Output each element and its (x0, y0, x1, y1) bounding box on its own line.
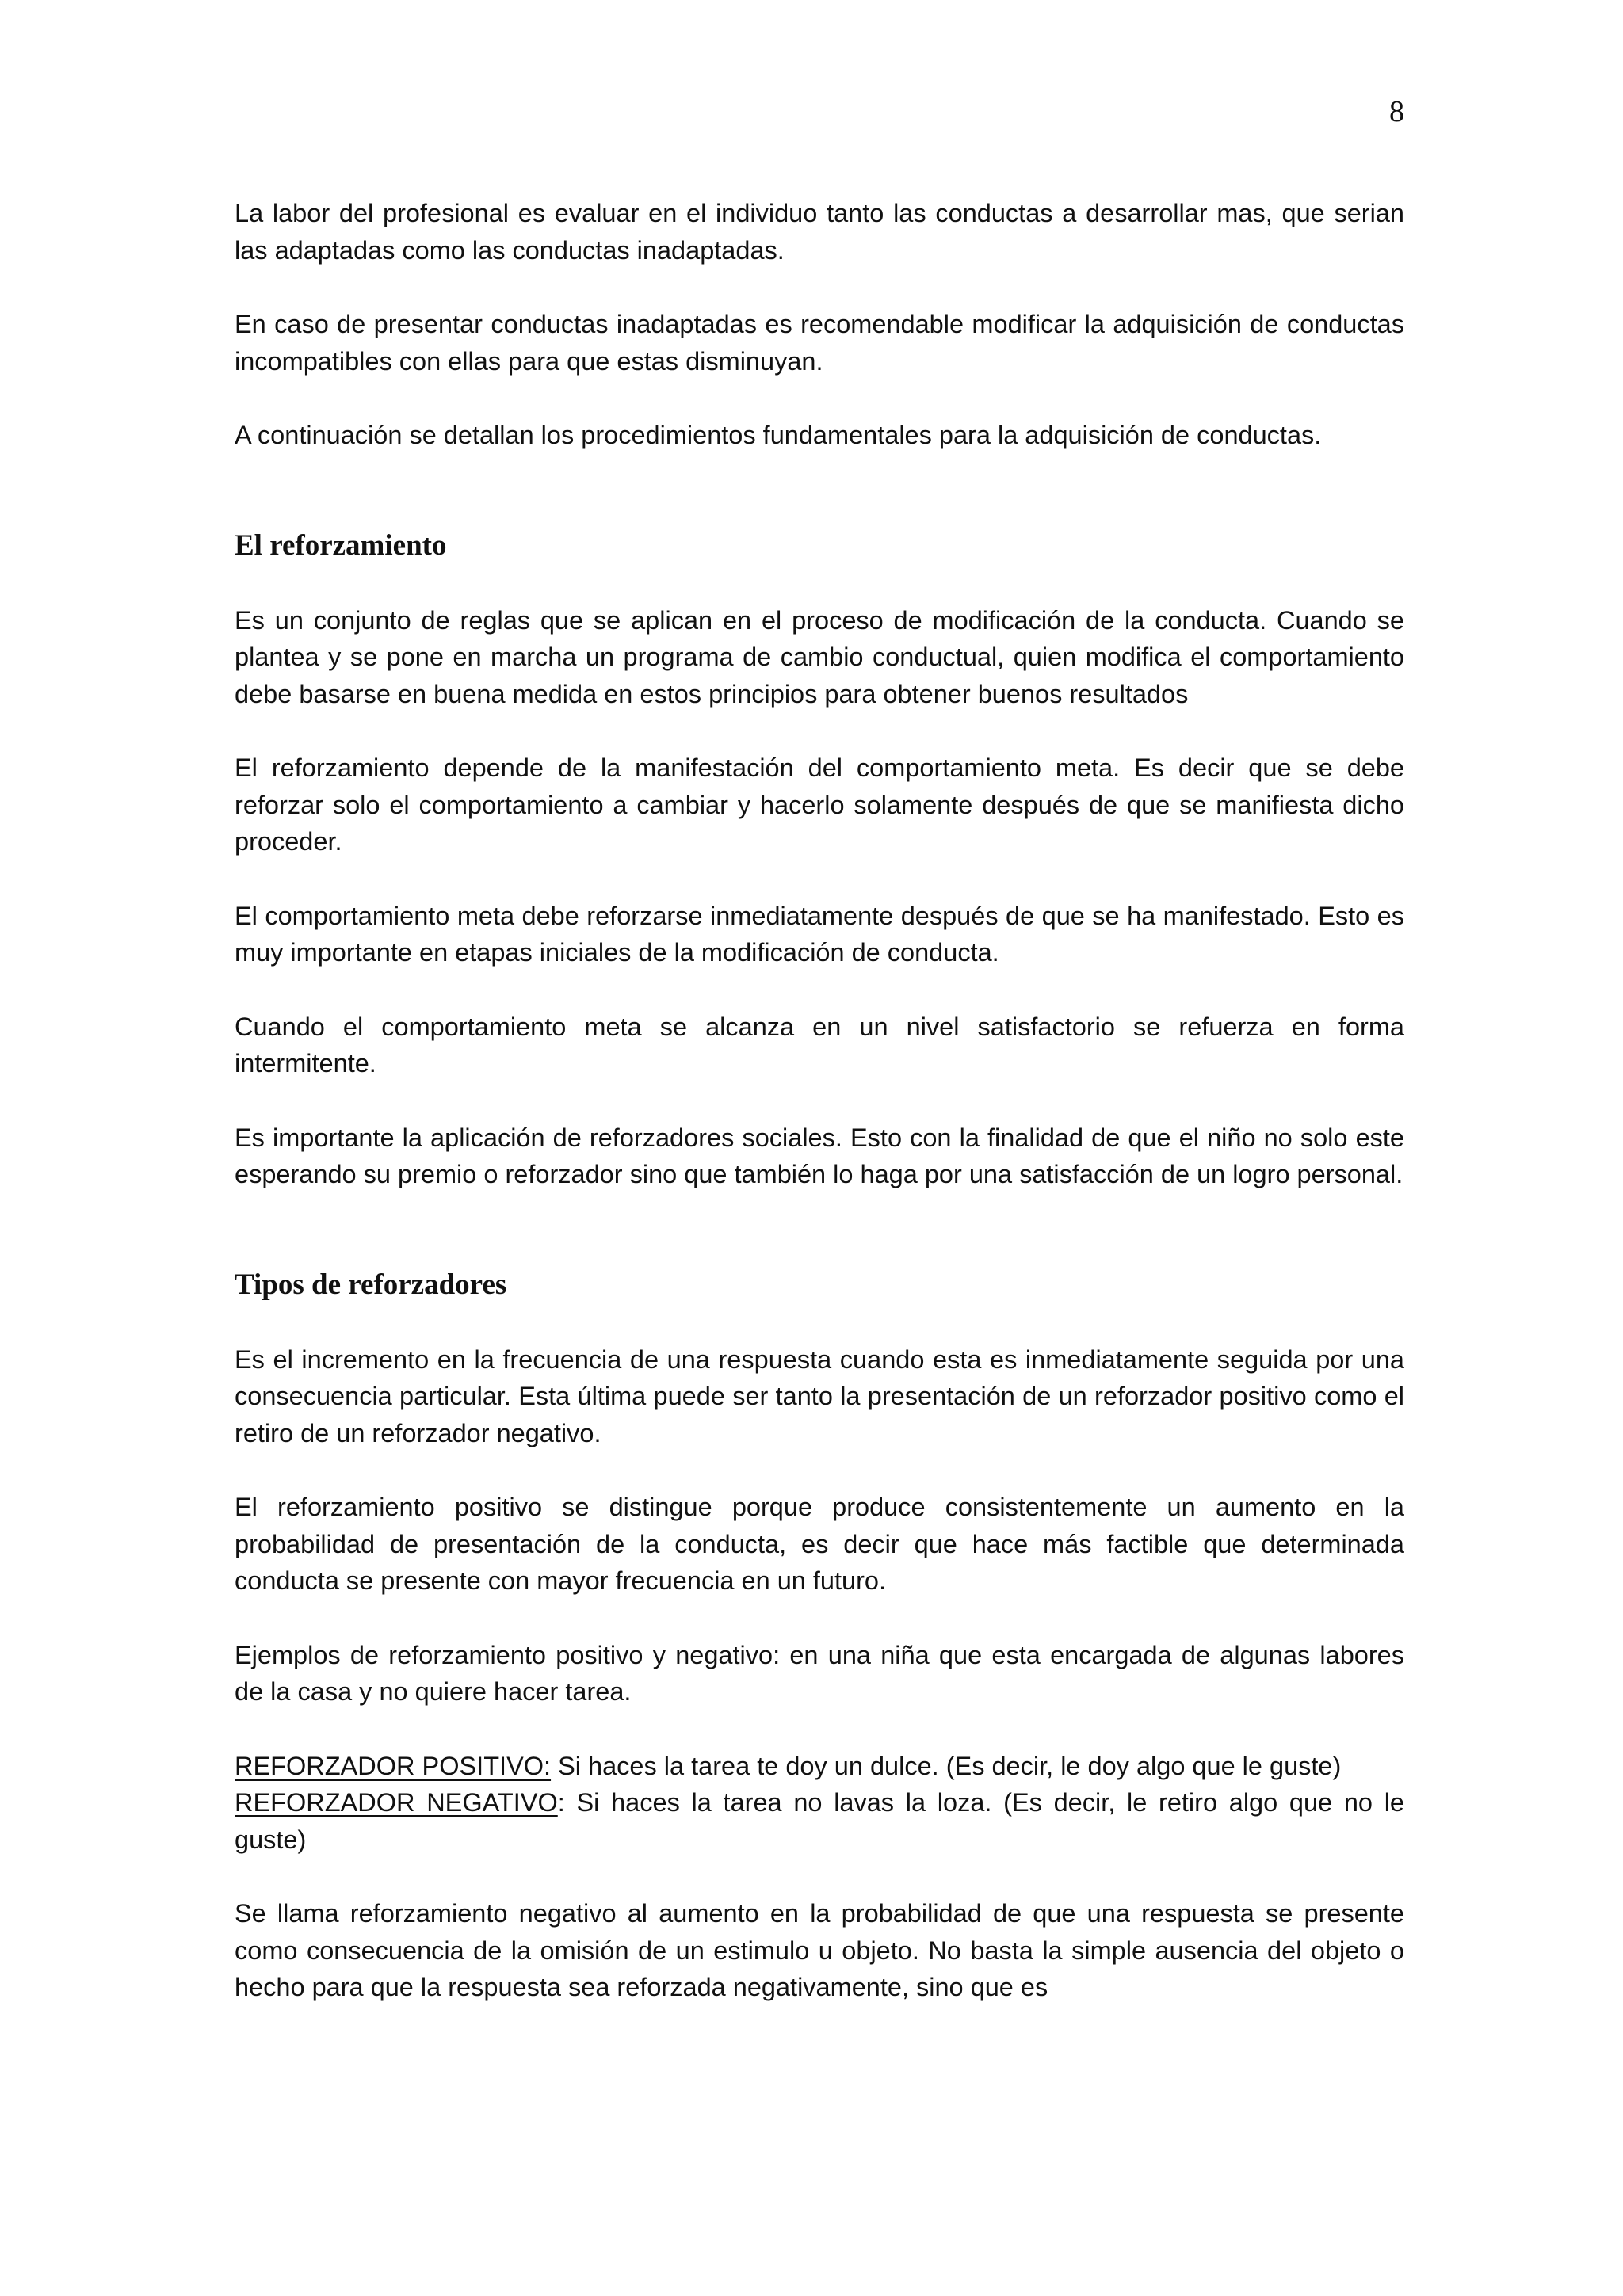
example-reforzador-negativo (235, 1784, 1404, 1858)
example-negativo-text: : Si haces la tarea no lavas la loza. (Es decir, le retiro algo que no le guste) (235, 1788, 1404, 1854)
paragraph-procedimientos: A continuación se detallan los procedimientos fundamentales para la adquisición de conductas. (235, 421, 1322, 449)
example-positivo-label: REFORZADOR POSITIVO: (235, 1751, 552, 1780)
paragraph-comportamiento-meta: El reforzamiento depende de la manifestación del comportamiento meta. Es decir que se debe reforzar solo el comportamiento a cambiar y hacerlo solamente después de que se manifiesta dicho proceder. (235, 753, 1404, 856)
paragraph-reforzamiento-negativo: Se llama reforzamiento negativo al aumento en la probabilidad de que una respuesta se presente como consecuencia de la omisión de un estimulo u objeto. No basta la simple ausencia del objeto o hecho para que la respuesta sea reforzada negativamente, sino que es (235, 1899, 1404, 2001)
page-number: 8 (1389, 95, 1404, 128)
paragraph-reforzamiento-positivo: El reforzamiento positivo se distingue porque produce consistentemente un aumento en la probabilidad de presentación de la conducta, es decir que hace más factible que determinada conducta se presente con mayor frecuencia en un futuro. (235, 1493, 1404, 1595)
paragraph-ejemplos: Ejemplos de reforzamiento positivo y negativo: en una niña que esta encargada de algunas labores de la casa y no quiere hacer tarea. (235, 1640, 1404, 1706)
paragraph-labor-profesional: La labor del profesional es evaluar en el individuo tanto las conductas a desarrollar mas, que serian las adaptadas como las conductas inadaptadas. (235, 199, 1404, 265)
paragraph-reforzar-inmediatamente: El comportamiento meta debe reforzarse inmediatamente después de que se ha manifestado. Esto es muy importante en etapas iniciales de la modificación de conducta. (235, 901, 1404, 967)
section-spacer (235, 491, 1404, 528)
paragraph-conductas-inadaptadas: En caso de presentar conductas inadaptadas es recomendable modificar la adquisición de conductas incompatibles con ellas para que estas disminuyan. (235, 310, 1404, 376)
document-body (235, 195, 1404, 2043)
example-reforzador-positivo (235, 1748, 1404, 1785)
paragraph-reglas: Es un conjunto de reglas que se aplican en el proceso de modificación de la conducta. Cuando se plantea y se pone en marcha un programa de cambio conductual, quien modifica el comportamiento debe basarse en buena medida en estos principios para obtener buenos resultados (235, 605, 1404, 708)
heading-el-reforzamiento: El reforzamiento (235, 528, 447, 562)
heading-tipos-de-reforzadores: Tipos de reforzadores (235, 1268, 507, 1301)
paragraph-incremento-frecuencia: Es el incremento en la frecuencia de una respuesta cuando esta es inmediatamente seguida por una consecuencia particular. Esta última puede ser tanto la presentación de un reforzador positivo como el retiro de un reforzador negativo. (235, 1344, 1404, 1447)
example-positivo-text: Si haces la tarea te doy un dulce. (Es decir, le doy algo que le guste) (551, 1751, 1342, 1780)
example-negativo-label: REFORZADOR NEGATIVO (235, 1788, 558, 1817)
section-spacer (235, 1230, 1404, 1267)
paragraph-nivel-satisfactorio: Cuando el comportamiento meta se alcanza en un nivel satisfactorio se refuerza en forma intermitente. (235, 1012, 1404, 1077)
paragraph-reforzadores-sociales: Es importante la aplicación de reforzadores sociales. Esto con la finalidad de que el niño no solo este esperando su premio o reforzador sino que también lo haga por una satisfacción de un logro personal. (235, 1123, 1404, 1188)
